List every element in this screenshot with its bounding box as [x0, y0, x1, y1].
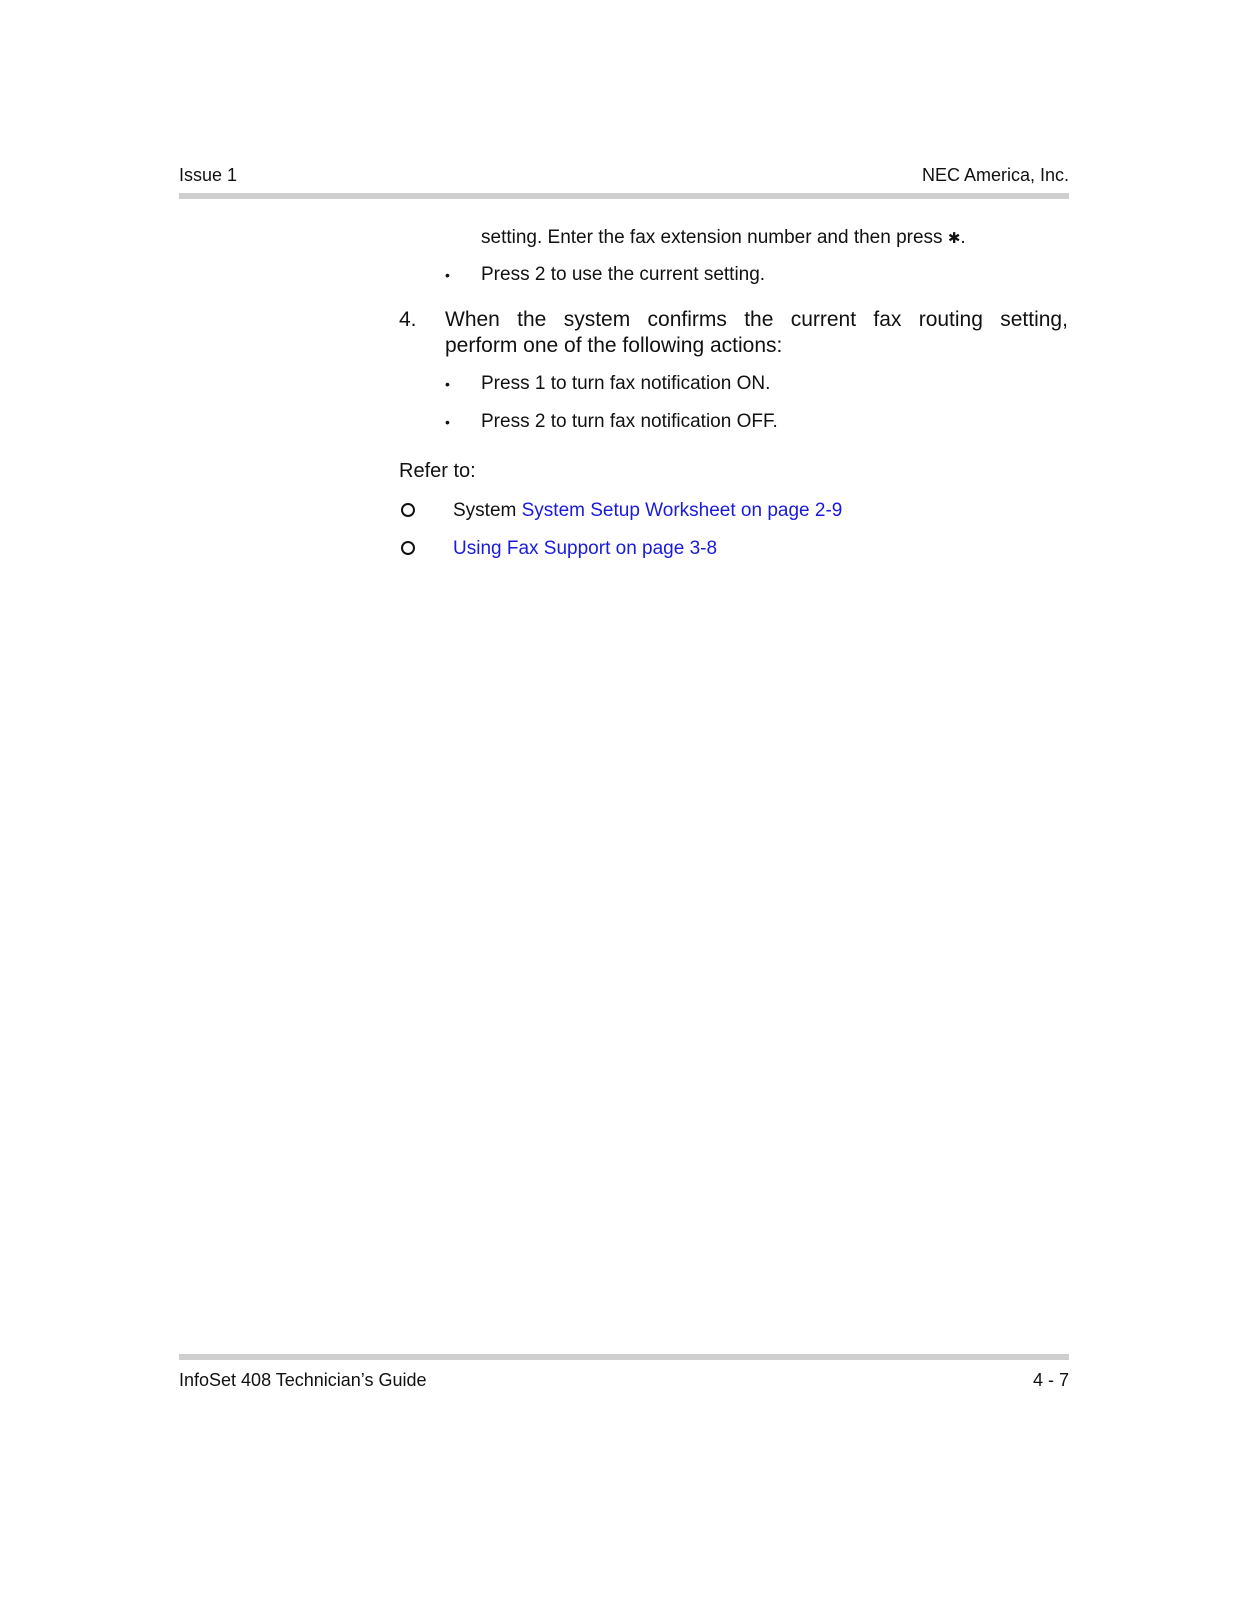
- option-bullet-on: Press 1 to turn fax notification ON.: [481, 373, 771, 394]
- step-number: 4.: [399, 308, 417, 331]
- continued-instruction: [481, 227, 966, 249]
- star-key-icon: ✱: [947, 230, 961, 247]
- header-rule: [179, 193, 1069, 199]
- continued-instruction-period: .: [960, 227, 966, 248]
- refer-item-1: [453, 500, 842, 522]
- refer-to-heading: Refer to:: [399, 460, 476, 482]
- bullet-icon: •: [445, 267, 450, 283]
- header-issue: Issue 1: [179, 165, 238, 185]
- step-word: system: [563, 308, 631, 331]
- step-word: When: [445, 308, 500, 331]
- step-line-2: perform one of the following actions:: [445, 334, 783, 357]
- circle-bullet-icon: [401, 541, 415, 555]
- footer-guide-title: InfoSet 408 Technician’s Guide: [179, 1370, 427, 1390]
- header-company: NEC America, Inc.: [921, 165, 1069, 185]
- step-word: the: [744, 308, 774, 331]
- step-word: fax: [873, 308, 902, 331]
- bullet-icon: •: [445, 414, 450, 430]
- refer-item-2: [453, 538, 717, 560]
- step-word: confirms: [647, 308, 727, 331]
- step-word: routing: [918, 308, 983, 331]
- option-bullet-off: Press 2 to turn fax notification OFF.: [481, 411, 778, 432]
- prev-bullet-text: Press 2 to use the current setting.: [481, 264, 766, 285]
- footer-rule: [179, 1354, 1069, 1360]
- step-word: setting,: [1000, 308, 1068, 331]
- system-setup-worksheet-link[interactable]: System Setup Worksheet on page 2-9: [521, 500, 843, 521]
- circle-bullet-icon: [401, 503, 415, 517]
- using-fax-support-link[interactable]: Using Fax Support on page 3-8: [453, 538, 718, 559]
- continued-instruction-text: setting. Enter the fax extension number and then press: [481, 227, 948, 248]
- refer-item-prefix: System: [453, 500, 522, 521]
- step-word: the: [517, 308, 547, 331]
- footer-page-number: 4 - 7: [1032, 1370, 1069, 1390]
- bullet-icon: •: [445, 376, 450, 392]
- step-line-1: [445, 308, 1068, 332]
- step-word: current: [790, 308, 857, 331]
